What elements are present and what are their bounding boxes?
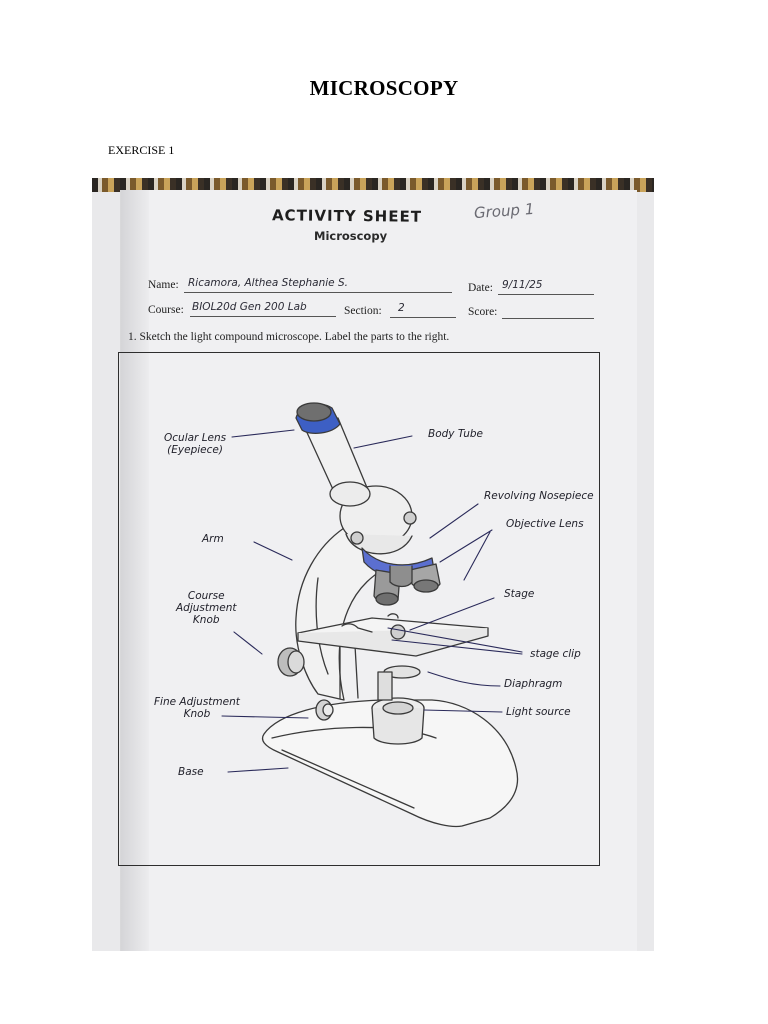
label-coarse-line3: Knob	[192, 614, 220, 626]
label-arm: Arm	[202, 533, 224, 545]
label-ocular-lens	[164, 432, 226, 456]
pointer-arm	[254, 542, 292, 560]
label-coarse-line2: Adjustment	[176, 602, 237, 614]
label-objective-lens: Objective Lens	[506, 518, 584, 530]
label-base: Base	[178, 766, 204, 778]
score-label: Score:	[468, 306, 498, 318]
label-ocular-lens-line2: (Eyepiece)	[167, 444, 223, 456]
date-value: 9/11/25	[502, 279, 543, 291]
document-title: MICROSCOPY	[309, 76, 459, 100]
sheet-subheading: Microscopy	[314, 229, 388, 243]
pointer-diaphragm	[428, 672, 500, 686]
pointer-objective-1	[440, 530, 492, 562]
group-note: Group 1	[473, 199, 535, 223]
label-coarse-line1: Course	[187, 590, 225, 602]
label-stage: Stage	[504, 588, 535, 600]
course-label: Course:	[148, 304, 184, 316]
course-value: BIOL20d Gen 200 Lab	[192, 301, 307, 313]
label-body-tube: Body Tube	[428, 428, 483, 440]
sheet-heading: ACTIVITY SHEET	[271, 206, 423, 226]
pointer-base	[228, 768, 288, 772]
sketch-instruction: 1. Sketch the light compound microscope. Label the parts to the right.	[128, 331, 450, 343]
pointer-body-tube	[354, 436, 412, 448]
label-stage-clip: stage clip	[530, 648, 581, 660]
pointer-coarse	[234, 632, 262, 654]
date-label: Date:	[468, 282, 493, 294]
exercise-label: EXERCISE 1	[108, 143, 175, 157]
label-diaphragm: Diaphragm	[504, 678, 563, 690]
pointer-nosepiece	[430, 504, 478, 538]
label-fine-line1: Fine Adjustment	[154, 696, 240, 708]
name-label: Name:	[148, 279, 179, 291]
activity-sheet-photo	[92, 178, 654, 951]
label-revolving-nosepiece: Revolving Nosepiece	[484, 490, 594, 502]
label-ocular-lens-line1: Ocular Lens	[164, 432, 227, 444]
section-label: Section:	[344, 305, 382, 317]
label-light-source: Light source	[506, 706, 571, 718]
label-fine-adjustment-knob	[154, 696, 240, 720]
pointer-ocular	[232, 430, 294, 437]
label-fine-line2: Knob	[183, 708, 211, 720]
label-coarse-adjustment-knob	[176, 590, 236, 626]
name-value: Ricamora, Althea Stephanie S.	[188, 277, 348, 289]
microscope-sketch	[92, 178, 654, 951]
section-value: 2	[398, 302, 405, 314]
